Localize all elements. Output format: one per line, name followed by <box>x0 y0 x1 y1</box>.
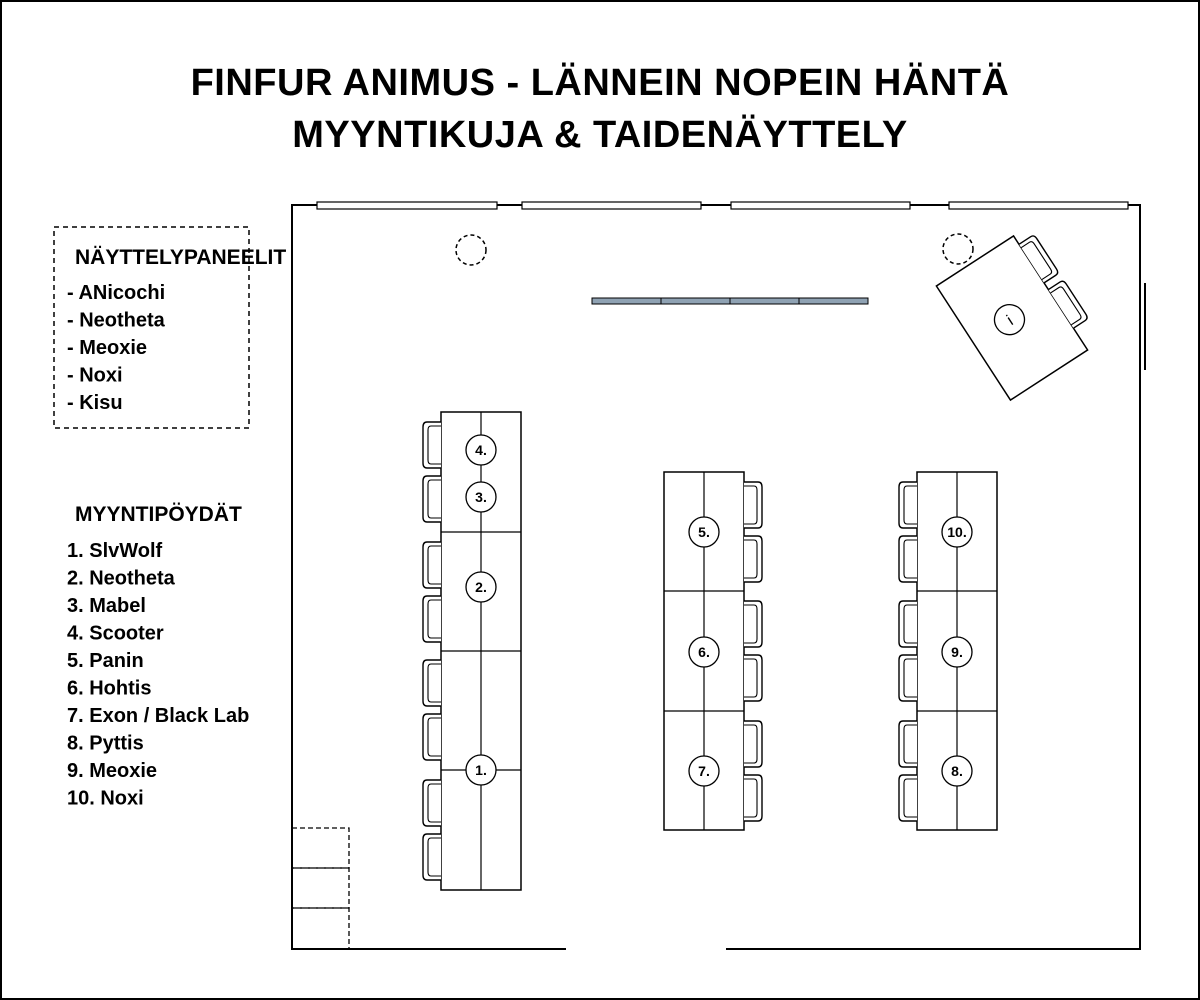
table-number: 5. <box>698 524 710 540</box>
table-number: 6. <box>698 644 710 660</box>
exhibition-panel <box>661 298 730 304</box>
legend-item: 1. SlvWolf <box>67 540 163 562</box>
legend-item: 10. Noxi <box>67 787 144 810</box>
exhibition-panel <box>799 298 868 304</box>
chair <box>423 780 441 826</box>
table-marker-t3 <box>466 482 496 512</box>
tables-legend-heading: MYYNTIPÖYDÄT <box>75 503 242 526</box>
table-number: 3. <box>475 489 487 505</box>
table-number: 7. <box>698 763 710 779</box>
table-number: 2. <box>475 579 487 595</box>
legend-item: 2. Neotheta <box>67 567 175 590</box>
table-marker-t8 <box>942 756 972 786</box>
exhibition-panel <box>592 298 661 304</box>
chair <box>899 536 917 582</box>
legend-item: 9. Meoxie <box>67 760 158 782</box>
chair <box>744 536 762 582</box>
legend-item: 5. Panin <box>67 650 144 672</box>
exhibition-panels <box>592 298 868 304</box>
legend-item: 6. Hohtis <box>67 677 152 700</box>
panels-legend-heading: NÄYTTELYPANEELIT <box>75 246 287 269</box>
info-desk-label: i <box>1004 312 1017 329</box>
chair <box>899 775 917 821</box>
exhibition-panel <box>730 298 799 304</box>
table-marker-t6 <box>689 637 719 667</box>
legend-item: - Meoxie <box>67 337 148 359</box>
legend-item: - Kisu <box>67 392 123 414</box>
legend-item: 4. Scooter <box>67 622 164 645</box>
title-line-2: MYYNTIKUJA & TAIDENÄYTTELY <box>292 114 908 156</box>
table-marker-t7 <box>689 756 719 786</box>
chair <box>423 660 441 706</box>
legend-item: 8. Pyttis <box>67 732 144 755</box>
chair <box>744 775 762 821</box>
legend-item: - Neotheta <box>67 309 165 332</box>
table-marker-t9 <box>942 637 972 667</box>
table-number: 10. <box>947 524 967 540</box>
table-number: 1. <box>475 762 487 778</box>
window <box>731 202 910 209</box>
legend-item: 7. Exon / Black Lab <box>67 705 250 727</box>
chair <box>423 422 441 468</box>
chair <box>423 476 441 522</box>
table-marker-t1 <box>466 755 496 785</box>
table-number: 8. <box>951 763 963 779</box>
legend-item: 3. Mabel <box>67 595 146 617</box>
chair <box>744 482 762 528</box>
chair <box>744 721 762 767</box>
legend-item: - Noxi <box>67 364 123 387</box>
window <box>317 202 497 209</box>
chair <box>423 834 441 880</box>
table-marker-t2 <box>466 572 496 602</box>
window <box>522 202 701 209</box>
table-marker-t5 <box>689 517 719 547</box>
chair <box>744 655 762 701</box>
chair <box>899 721 917 767</box>
table-marker-t10 <box>942 517 972 547</box>
window <box>949 202 1128 209</box>
table-number: 9. <box>951 644 963 660</box>
table-marker-t4 <box>466 435 496 465</box>
legend-item: - ANicochi <box>67 282 166 304</box>
chair <box>899 601 917 647</box>
chair <box>423 542 441 588</box>
chair <box>899 655 917 701</box>
chair <box>744 601 762 647</box>
chair <box>899 482 917 528</box>
chair <box>423 714 441 760</box>
table-number: 4. <box>475 442 487 458</box>
chair <box>423 596 441 642</box>
title-line-1: FINFUR ANIMUS - LÄNNEIN NOPEIN HÄNTÄ <box>190 62 1010 104</box>
